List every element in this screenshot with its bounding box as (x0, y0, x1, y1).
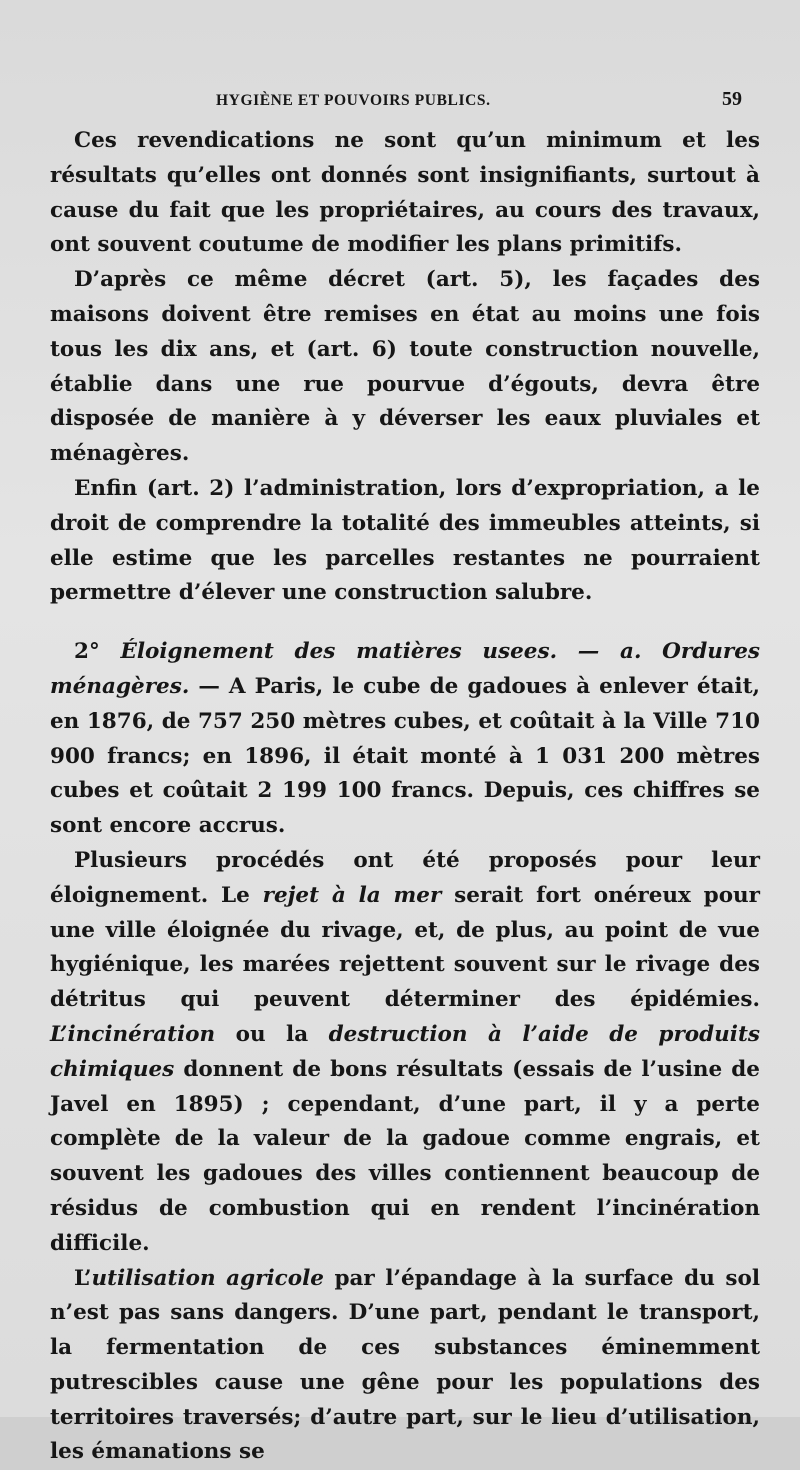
italic-term: rejet à la mer (263, 883, 442, 908)
paragraph-5 (50, 844, 760, 1262)
text-run: par l’épandage à la surface du sol n’est pas sans dangers. D’une part, pendant le transport, la fermentation de ces substances éminemment putrescibles cause une gêne pour les populations des territoires traversés; d’autre part, sur le lieu d’utilisation, les émanations se (50, 1266, 760, 1465)
text-run: ou la (215, 1022, 328, 1047)
page-number: 59 (722, 88, 742, 111)
text-run: Plusieurs procédés ont été proposés pour leur éloignement. Le (50, 848, 760, 908)
italic-term: utilisation agricole (91, 1266, 323, 1291)
text-run: serait fort onéreux pour une ville éloignée du rivage, et, de plus, au point de vue hygiénique, les marées rejettent souvent sur le rivage des détritus qui peuvent déterminer des épidémies. (50, 883, 760, 1012)
italic-term: L’incinération (50, 1022, 215, 1047)
page-header (216, 88, 742, 111)
section-number: 2° (74, 639, 120, 664)
paragraph-4-text: — A Paris, le cube de gadoues à enlever était, en 1876, de 757 250 mètres cubes, et coûtait à la Ville 710 900 francs; en 1896, il était monté à 1 031 200 mètres cubes et coûtait 2 199 100 francs. Depuis, ces chiffres se sont encore accrus. (50, 674, 760, 838)
paragraph-4 (50, 635, 760, 844)
running-head: HYGIÈNE ET POUVOIRS PUBLICS. (216, 92, 491, 110)
paragraph-1: Ces revendications ne sont qu’un minimum et les résultats qu’elles ont donnés sont insignifiants, surtout à cause du fait que les propriétaires, au cours des travaux, ont souvent coutume de modifier les plans primitifs. (50, 124, 760, 263)
paragraph-3: Enfin (art. 2) l’administration, lors d’expropriation, a le droit de comprendre la totalité des immeubles atteints, si elle estime que les parcelles restantes ne pourraient permettre d’élever une construction salubre. (50, 472, 760, 611)
text-run: donnent de bons résultats (essais de l’usine de Javel en 1895) ; cependant, d’une part, il y a perte complète de la valeur de la gadoue comme engrais, et souvent les gadoues des villes contiennent beaucoup de résidus de combustion qui en rendent l’incinération difficile. (50, 1057, 760, 1256)
section-heading: Éloignement des matières usees. — a. Ordures ménagères. (50, 639, 760, 699)
paragraph-2: D’après ce même décret (art. 5), les façades des maisons doivent être remises en état au moins une fois tous les dix ans, et (art. 6) toute construction nouvelle, établie dans une rue pourvue d’égouts, devra être disposée de manière à y déverser les eaux pluviales et ménagères. (50, 263, 760, 472)
body-text (50, 124, 760, 1470)
italic-term: destruction à l’aide de produits chimiques (50, 1022, 760, 1082)
paragraph-6 (50, 1262, 760, 1470)
text-run: L’ (74, 1266, 91, 1291)
